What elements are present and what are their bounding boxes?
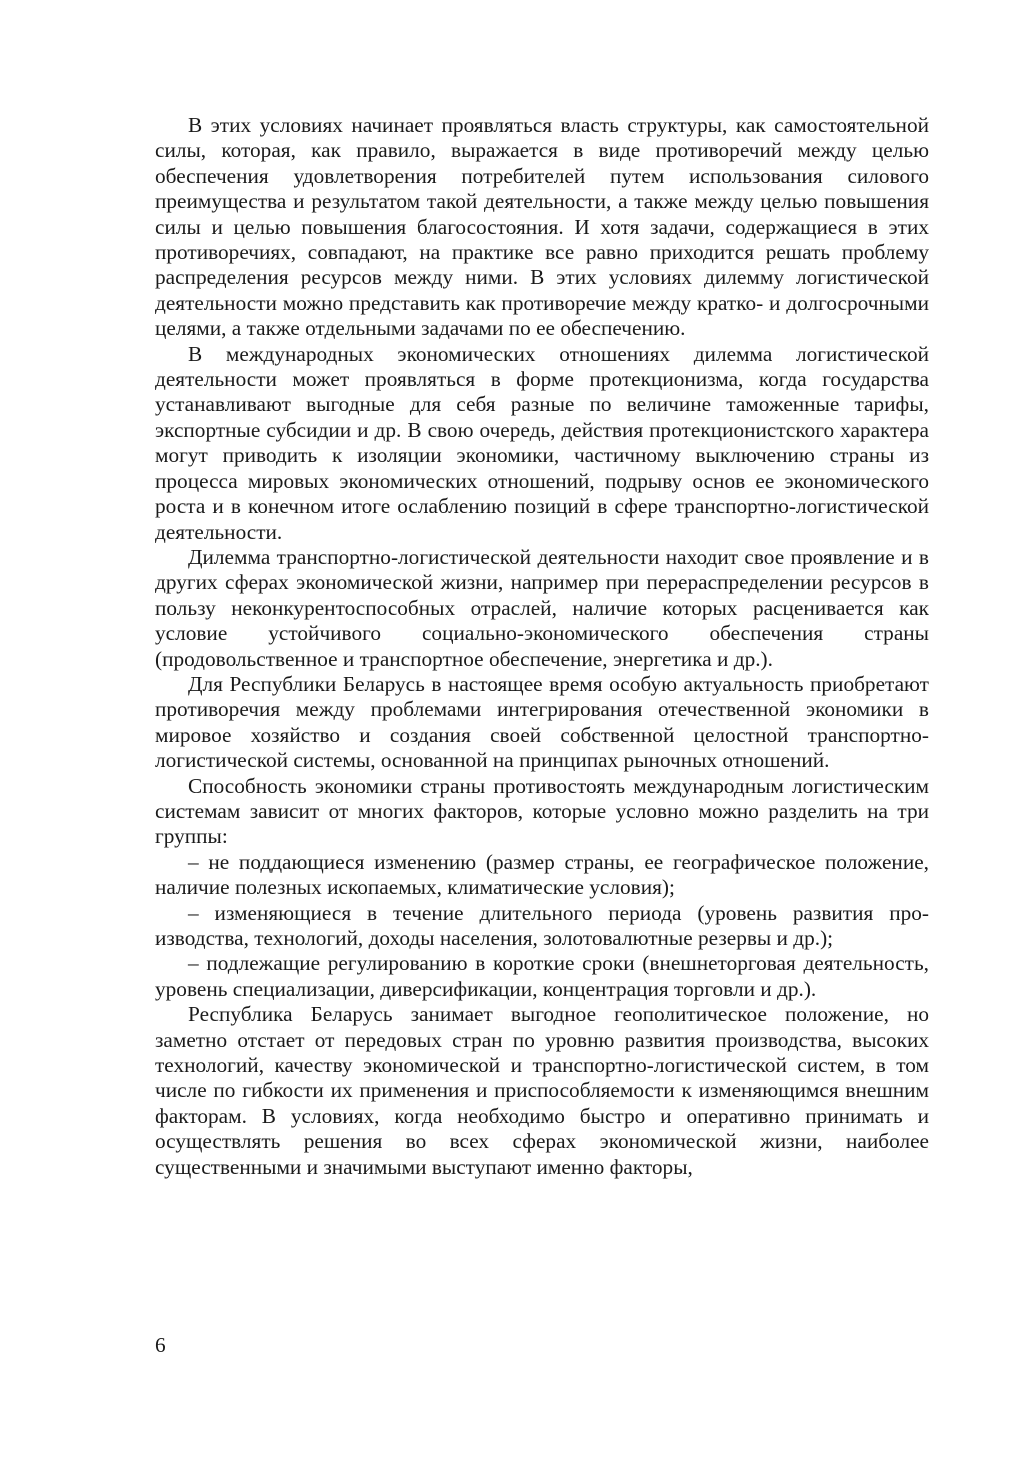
list-item-long-term-factors: – изменяющиеся в течение длительного периода (уровень развития производства, технологий, доходы населения, золотовалютные резервы и др.); xyxy=(155,900,929,950)
paragraph-dilemma-spheres: Дилемма транспортно-логистической деятельности находит свое проявление и в других сферах экономической жизни, например при перераспределении ресурсов в пользу неконкурентоспособных отраслей, наличие которых расценивается как условие устойчивого социально-экономического обеспечения страны (продовольственное и транспортное обеспечение, энергетика и др.). xyxy=(155,544,929,671)
paragraph-belarus-contradictions: Для Республики Беларусь в настоящее время особую актуальность приобретают противоречия между проблемами интегрирования отечественной экономики в мировое хозяйство и создания своей собственной целостной транспортно-логистической системы, основанной на принципах рыночных отношений. xyxy=(155,671,929,773)
page-number: 6 xyxy=(155,1333,166,1357)
list-item-unchangeable-factors: – не поддающиеся изменению (размер страны, ее географическое положение, наличие полезных ископаемых, климатические условия); xyxy=(155,849,929,900)
page-body xyxy=(155,113,929,1180)
paragraph-factor-groups-intro: Способность экономики страны противостоять международным логистическим системам зависит от многих факторов, которые условно можно разделить на три группы: xyxy=(155,773,929,849)
paragraph-structure-power: В этих условиях начинает проявляться власть структуры, как самостоятельной силы, которая, как правило, выражается в виде противоречий между целью обеспечения удовлетворения потребителей путем использования силового преимущества и результатом такой деятельности, а также между целью повышения силы и целью повышения благосостояния. И хотя задачи, содержащиеся в этих противоречиях, совпадают, на практике все равно приходится решать проблему распределения ресурсов между ними. В этих условиях дилемму логистической деятельности можно представить как противоречие между кратко- и долгосрочными целями, а также отдельными задачами по ее обеспечению. xyxy=(155,113,929,341)
list-item-short-term-factors: – подлежащие регулированию в короткие сроки (внешнеторговая деятельность, уровень специализации, диверсификации, концентрация торговли и др.). xyxy=(155,951,929,1001)
paragraph-geopolitical-position: Республика Беларусь занимает выгодное геополитическое положение, но заметно отстает от передовых стран по уровню развития производства, высоких технологий, качеству экономической и транспортно-логистической систем, в том числе по гибкости их применения и приспособляемости к изменяющимся внешним факторам. В условиях, когда необходимо быстро и оперативно принимать и осуществлять решения во всех сферах экономической жизни, наиболее существенными и значимыми выступают именно факторы, xyxy=(155,1002,929,1179)
paragraph-protectionism: В международных экономических отношениях дилемма логистической деятельности может проявляться в форме протекционизма, когда государства устанавливают выгодные для себя разные по величине таможенные тарифы, экспортные субсидии и др. В свою очередь, действия протекционистского характера могут приводить к изоляции экономики, частичному выключению страны из процесса мировых экономических отношений, подрыву основ ее экономического роста и в конечном итоге ослаблению позиций в сфере транспортно-логистической деятельности. xyxy=(155,341,929,544)
